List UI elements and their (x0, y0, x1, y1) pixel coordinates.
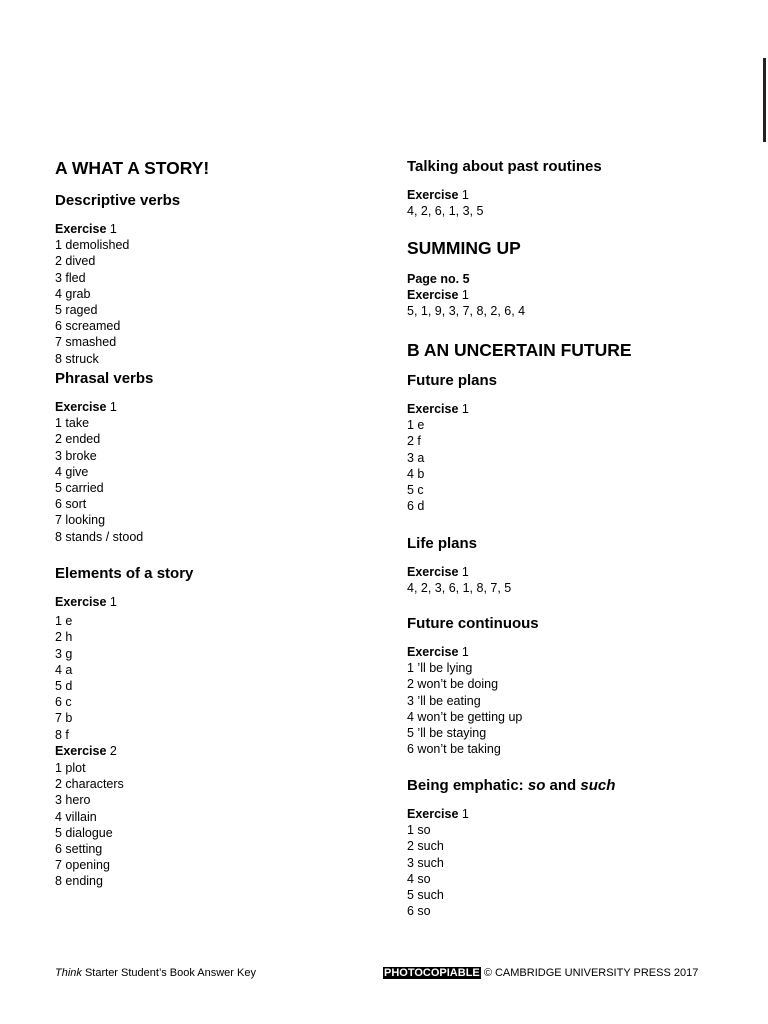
answer-line: 8 struck (55, 351, 99, 366)
section-phrasal-verbs (55, 369, 385, 545)
answer-line: 2 characters (55, 777, 124, 792)
section-future-continuous (407, 614, 737, 757)
answer-line: 4, 2, 3, 6, 1, 8, 7, 5 (407, 581, 512, 596)
answer-line: 6 setting (55, 842, 103, 857)
answer-line: 4, 2, 6, 1, 3, 5 (407, 204, 484, 219)
exercise-label: Exercise 1 (407, 288, 469, 303)
answer-line: 3 fled (55, 270, 86, 285)
page-number-label: Page no. 5 (407, 272, 470, 286)
answer-line: 3 ’ll be eating (407, 693, 481, 708)
section-heading: Life plans (407, 535, 478, 552)
section-summing-up (407, 237, 737, 320)
answer-line: 1 e (55, 614, 73, 629)
answer-line: 4 won’t be getting up (407, 709, 523, 724)
answer-line: 6 won’t be taking (407, 742, 501, 757)
section-heading: Descriptive verbs (55, 192, 181, 209)
footer-book-title: Think Starter Student’s Book Answer Key (55, 967, 256, 979)
exercise-label: Exercise 1 (55, 222, 117, 236)
exercise-label: Exercise 1 (407, 188, 469, 202)
section-future-plans (407, 371, 737, 514)
answer-line: 2 such (407, 839, 444, 854)
answer-line: 8 ending (55, 874, 103, 889)
exercise-label: Exercise 1 (407, 565, 469, 579)
section-heading: Talking about past routines (407, 158, 602, 175)
answer-line: 5 d (55, 679, 73, 694)
answer-line: 7 looking (55, 513, 106, 528)
answer-line: 5 carried (55, 481, 104, 496)
unit-a-title: A WHAT A STORY! (55, 158, 210, 178)
section-heading: Being emphatic: so and such (407, 777, 616, 794)
section-descriptive-verbs (55, 191, 385, 367)
unit-a-title-block (55, 157, 385, 179)
answer-line: 3 a (407, 450, 425, 465)
section-life-plans (407, 534, 737, 596)
answer-line: 8 stands / stood (55, 529, 144, 544)
section-heading: Future continuous (407, 615, 539, 632)
answer-line: 3 such (407, 855, 444, 870)
photocopiable-badge: PHOTOCOPIABLE (384, 967, 480, 979)
answer-line: 4 give (55, 464, 89, 479)
answer-line: 3 hero (55, 793, 91, 808)
answer-line: 1 e (407, 418, 425, 433)
section-heading: Phrasal verbs (55, 370, 154, 387)
exercise-label: Exercise 2 (55, 743, 117, 758)
answer-line: 5 ’ll be staying (407, 726, 487, 741)
answer-line: 3 g (55, 646, 73, 661)
answer-line: 7 smashed (55, 335, 117, 350)
section-elements-of-a-story (55, 564, 385, 890)
answer-line: 3 broke (55, 448, 97, 463)
answer-line: 1 demolished (55, 238, 130, 253)
answer-line: 4 villain (55, 809, 97, 824)
unit-b-title: B AN UNCERTAIN FUTURE (407, 340, 632, 360)
page-edge-marker (763, 58, 766, 142)
answer-line: 1 take (55, 416, 90, 431)
answer-line: 7 opening (55, 858, 110, 873)
answer-line: 5 raged (55, 303, 98, 318)
exercise-label: Exercise 1 (407, 402, 469, 416)
answer-line: 5 dialogue (55, 825, 113, 840)
answer-line: 4 b (407, 466, 425, 481)
exercise-label: Exercise 1 (407, 645, 469, 659)
answer-line: 6 c (55, 695, 72, 710)
answer-line: 2 dived (55, 254, 96, 269)
answer-line: 6 sort (55, 497, 87, 512)
answer-line: 5, 1, 9, 3, 7, 8, 2, 6, 4 (407, 304, 526, 319)
exercise-label: Exercise 1 (55, 400, 117, 414)
answer-line: 6 screamed (55, 319, 121, 334)
answer-line: 2 won’t be doing (407, 677, 499, 692)
exercise-label: Exercise 1 (407, 807, 469, 821)
answer-line: 1 ’ll be lying (407, 661, 473, 676)
answer-line: 5 c (407, 483, 424, 498)
section-past-routines (407, 157, 737, 219)
section-title: SUMMING UP (407, 238, 521, 258)
answer-line: 2 ended (55, 432, 101, 447)
answer-line: 4 grab (55, 286, 91, 301)
footer-copyright: PHOTOCOPIABLE © CAMBRIDGE UNIVERSITY PRESS 2017 (384, 967, 699, 979)
answer-line: 5 such (407, 888, 444, 903)
answer-line: 8 f (55, 727, 69, 742)
section-heading: Future plans (407, 372, 498, 389)
answer-line: 1 plot (55, 761, 86, 776)
unit-b-title-block (407, 339, 737, 361)
answer-line: 4 so (407, 871, 431, 886)
answer-line: 2 h (55, 630, 73, 645)
section-heading: Elements of a story (55, 565, 194, 582)
answer-line: 2 f (407, 434, 421, 449)
answer-line: 6 d (407, 499, 425, 514)
section-being-emphatic (407, 776, 737, 919)
answer-line: 6 so (407, 904, 431, 919)
exercise-label: Exercise 1 (55, 595, 117, 609)
answer-line: 1 so (407, 823, 431, 838)
answer-line: 7 b (55, 711, 73, 726)
answer-line: 4 a (55, 662, 73, 677)
